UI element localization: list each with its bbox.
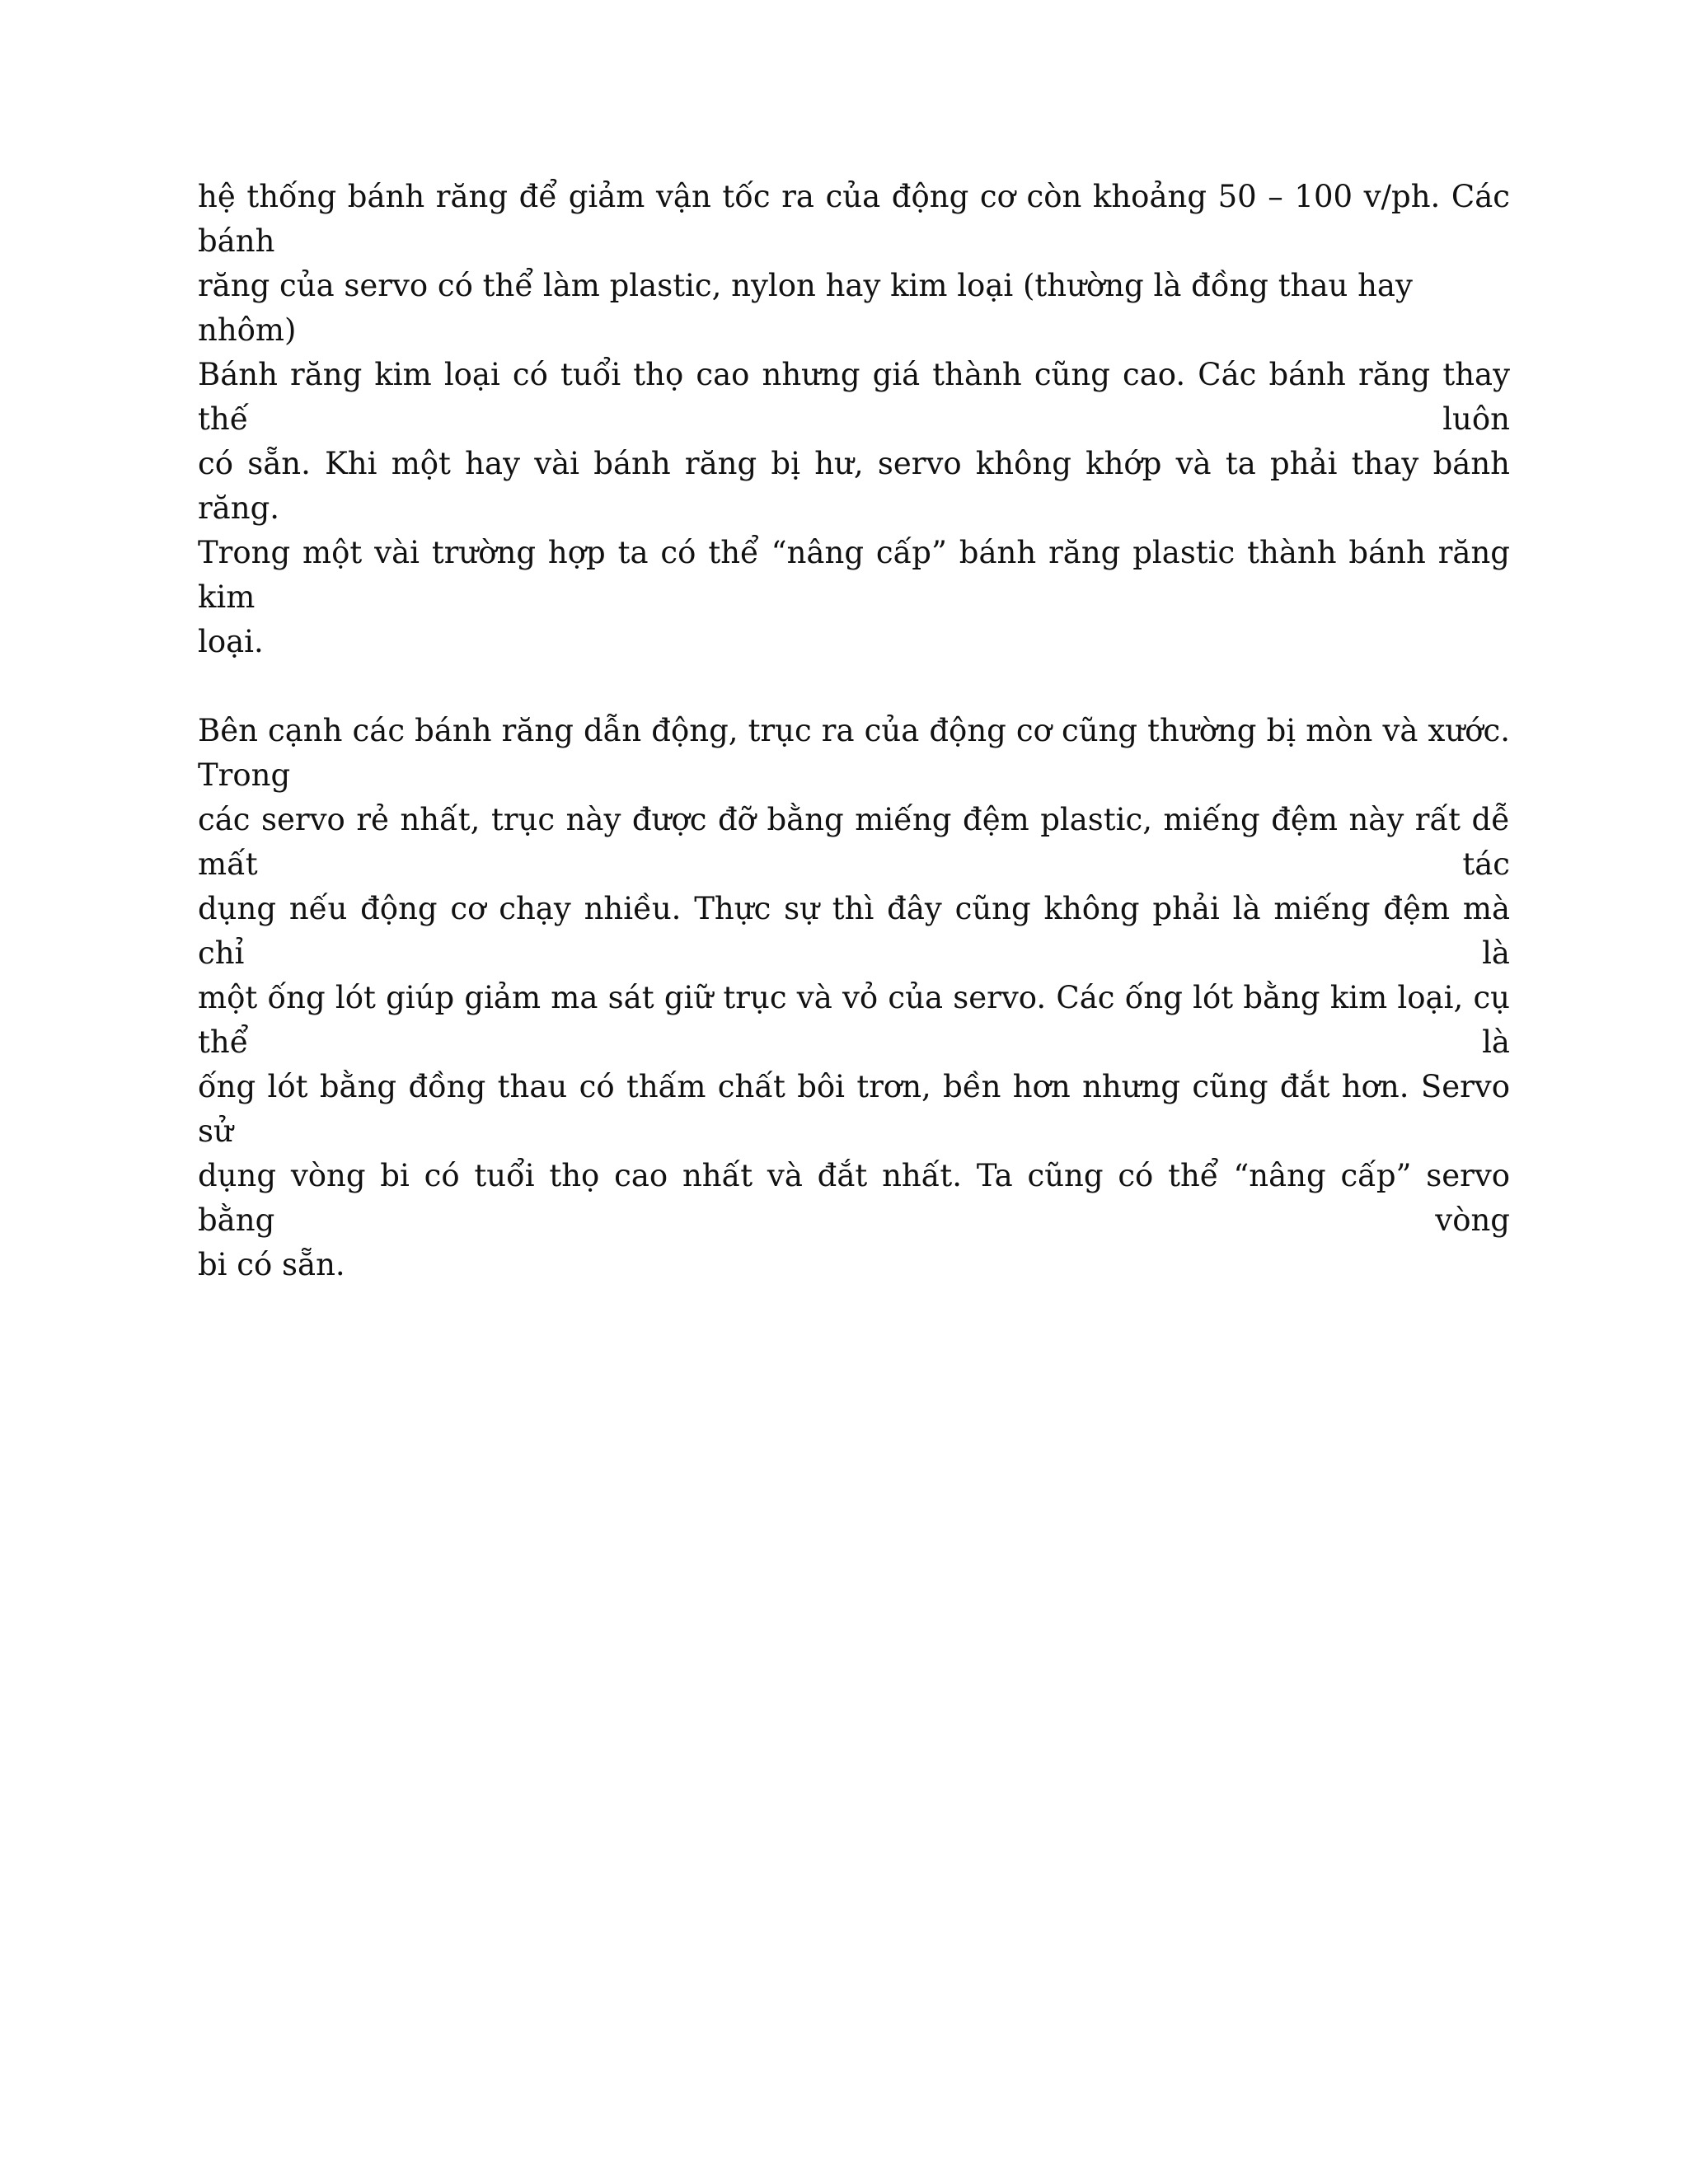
paragraph-2-line-7: bi có sẵn. [198, 1247, 345, 1282]
paragraph-1-line-6: loại. [198, 624, 264, 659]
paragraph-2-line-3: dụng nếu động cơ chạy nhiều. Thực sự thì đây cũng không phải là miếng đệm mà chỉ là [198, 891, 1510, 971]
paragraph-2-line-6: dụng vòng bi có tuổi thọ cao nhất và đắt nhất. Ta cũng có thể “nâng cấp” servo bằng vòng [198, 1158, 1510, 1238]
paragraph-1-line-2: răng của servo có thể làm plastic, nylon hay kim loại (thường là đồng thau hay nhôm) [198, 268, 1413, 348]
document-body [198, 175, 1510, 1287]
paragraph-2-line-1: Bên cạnh các bánh răng dẫn động, trục ra của động cơ cũng thường bị mòn và xước. Trong [198, 713, 1510, 793]
paragraph-2-line-2: các servo rẻ nhất, trục này được đỡ bằng miếng đệm plastic, miếng đệm này rất dễ mất tác [198, 802, 1510, 882]
paragraph-2-line-5: ống lót bằng đồng thau có thấm chất bôi trơn, bền hơn nhưng cũng đắt hơn. Servo sử [198, 1069, 1510, 1149]
paragraph-2-line-4: một ống lót giúp giảm ma sát giữ trục và vỏ của servo. Các ống lót bằng kim loại, cụ thể là [198, 980, 1510, 1060]
paragraph-1 [198, 175, 1510, 664]
paragraph-1-line-3: Bánh răng kim loại có tuổi thọ cao nhưng giá thành cũng cao. Các bánh răng thay thế luôn [198, 357, 1510, 437]
paragraph-1-line-5: Trong một vài trường hợp ta có thể “nâng cấp” bánh răng plastic thành bánh răng kim [198, 535, 1510, 615]
paragraph-2 [198, 709, 1510, 1287]
paragraph-1-line-4: có sẵn. Khi một hay vài bánh răng bị hư, servo không khớp và ta phải thay bánh răng. [198, 446, 1510, 526]
paragraph-1-line-1: hệ thống bánh răng để giảm vận tốc ra của động cơ còn khoảng 50 – 100 v/ph. Các bánh [198, 179, 1510, 259]
paragraph-spacer [198, 664, 1510, 709]
